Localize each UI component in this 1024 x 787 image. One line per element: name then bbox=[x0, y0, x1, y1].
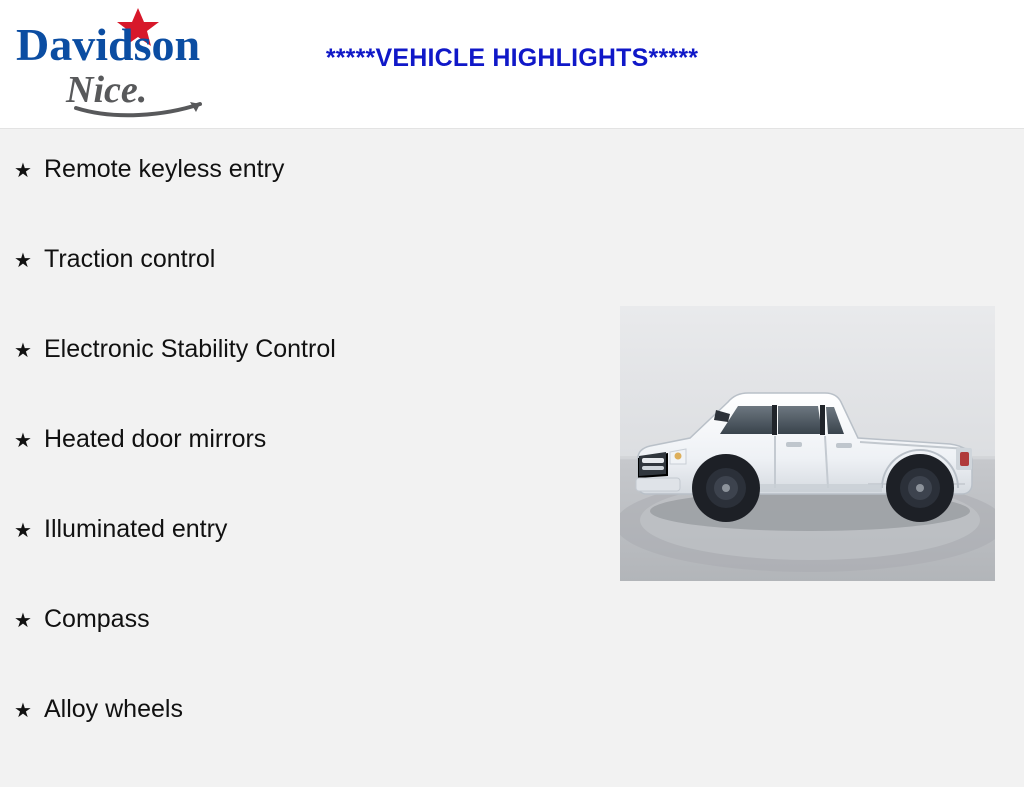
headline-text: VEHICLE HIGHLIGHTS bbox=[375, 44, 649, 72]
feature-label: Alloy wheels bbox=[44, 695, 183, 723]
page-title bbox=[0, 44, 1024, 73]
star-bullet-icon: ★ bbox=[14, 610, 32, 632]
feature-label: Traction control bbox=[44, 245, 216, 273]
feature-label: Illuminated entry bbox=[44, 515, 228, 543]
star-bullet-icon: ★ bbox=[14, 520, 32, 542]
list-item bbox=[0, 517, 600, 607]
list-item bbox=[0, 427, 600, 517]
list-item bbox=[0, 607, 600, 697]
list-item bbox=[0, 247, 600, 337]
list-item bbox=[0, 337, 600, 427]
star-bullet-icon: ★ bbox=[14, 160, 32, 182]
headline-leading-stars: ***** bbox=[325, 44, 376, 72]
vehicle-photo bbox=[620, 306, 995, 581]
feature-label: Compass bbox=[44, 605, 150, 633]
feature-list bbox=[0, 129, 600, 787]
svg-text:Davidson: Davidson bbox=[16, 19, 201, 70]
page-header bbox=[0, 0, 1024, 129]
list-item bbox=[0, 157, 600, 247]
feature-label: Remote keyless entry bbox=[44, 155, 285, 183]
star-bullet-icon: ★ bbox=[14, 250, 32, 272]
headline-trailing-stars: ***** bbox=[648, 44, 699, 72]
svg-text:Nice.: Nice. bbox=[66, 69, 148, 111]
star-bullet-icon: ★ bbox=[14, 340, 32, 362]
star-bullet-icon: ★ bbox=[14, 700, 32, 722]
star-bullet-icon: ★ bbox=[14, 430, 32, 452]
page-content bbox=[0, 129, 1024, 769]
list-item bbox=[0, 697, 600, 787]
feature-label: Heated door mirrors bbox=[44, 425, 267, 453]
feature-label: Electronic Stability Control bbox=[44, 335, 336, 363]
